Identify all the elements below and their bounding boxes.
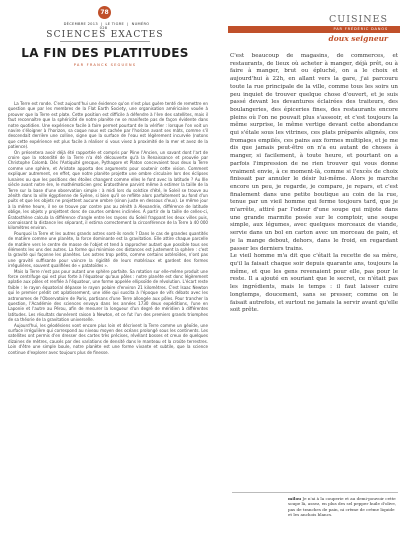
column-body xyxy=(230,53,398,491)
column-paragraph: Le vieil homme m'a dit que c'était la recette de sa mère, qu'il la faisait chaque soir depuis quarante ans, toujours la même, et que les gens revenaient pour elle, pas pour le reste. Il a ajouté en souriant que le secret, ce n'était pas les ingrédients, mais le temps : il faut laisser cuire longtemps, doucement, sans se presser, comme on le faisait autrefois, et surtout ne jamais la servir avant qu'elle soit prête. xyxy=(230,253,398,314)
folio-magazine: LE TIGRE xyxy=(105,22,125,26)
article-body xyxy=(8,101,208,546)
right-page xyxy=(228,0,400,552)
section-heading: SCIENCES EXACTES xyxy=(46,30,164,40)
article-title: LA FIN DES PLATITUDES xyxy=(21,46,189,60)
column-paragraph: C'est beaucoup de magasins, de commerces, et restaurants, de lieux où acheter à manger, déjà prêt, ou à faire à manger, brut ou épluché, on a le choix et aujourd'hui à 22h, en allant vers la gare, j'ai parcouru toute la rue principale de la ville, comme tous les soirs un peu inquiet de trouver quelque chose d'ouvert, et je suis passé devant les devantures éclairées des traiteurs, des boulangeries, des épiceries fines, des restaurants encore pleins où l'on ne pouvait plus s'asseoir, et c'est toujours la même surprise, le même vertige devant cette abondance qui s'étale sous les vitrines, ces plats préparés alignés, ces fromages empilés, ces pains aux formes multiples, et je me dis que jamais peut-être on n'a eu autant de choses à manger, si facilement, à toute heure, et pourtant on a parfois l'impression de ne rien trouver qui vous donne vraiment envie, à ce moment-là, comme si l'excès de choix finissait par annuler le désir lui-même. Alors je marche encore un peu, je regarde, je compare, je repars, et c'est finalement dans une petite boutique au coin de la rue, tenue par un vieil homme qui ferme toujours tard, que je m'arrête, attiré par l'odeur d'une soupe qui mijote dans une grande marmite posée sur le comptoir, une soupe simple, aux légumes, avec quelques morceaux de viande, servie dans un bol en carton avec un morceau de pain, et je la mange debout, dehors, dans le froid, en regardant passer les derniers trains. xyxy=(230,53,398,252)
article-paragraph: On présentera avoir déjà été rapportée et compris par Pline l'Ancien, un savant dont l'art de croire que la rotondité de la Terre n'a été découverte qu'à la Renaissance et prouvée par Christophe Colomb. Dès l'Antiquité grecque, Pythagore et Platon concevaient tous deux la Terre comme une sphère, et Aristote apporta des arguments pour soutenir cette vision. Comment expliquer autrement, en effet, que notre planète projette une ombre circulaire lors des éclipses lunaires ou que les positions des étoiles changent comme elles le font avec la latitude ? Au IIIe siècle avant notre ère, le mathématicien grec Ératosthène parvint même à estimer la taille de la Terre sur la base d'une observation simple : à midi lors du solstice d'été, le Soleil se trouve au zénith dans la ville égyptienne de Syène, si bien qu'il se reflète alors parfaitement au fond d'un puits et que les objets ne projettent aucune ombre (sinon juste en dessous d'eux). Le même jour à la même heure, il ne se trouve par contre pas au zénith à Alexandrie, différence de latitude oblige, les objets y projettent donc de courtes ombres inclinées. À partir de la taille de celles-ci, Ératosthène calcula la différence d'angle entre les rayons du Soleil frappant les deux villes puis, connaissant la distance les séparant, il estima correctement la circonférence de la Terre à 40 000 kilomètres environ. xyxy=(8,149,208,231)
section-divider xyxy=(60,41,150,42)
note-name: milou xyxy=(288,496,302,501)
article-byline: PAR FRANCK SEGUENS xyxy=(73,63,137,67)
recipe-note xyxy=(288,496,398,518)
folio-issue: NUMÉRO 028 xyxy=(99,22,150,30)
rubric-byline-bar: PAR FRÉDÉRIC DANOS xyxy=(228,26,400,33)
note-text: Je n'ai à la couperie et au demi-pouvoir cette soupe là, assez, en plus des sel pepper huile d'olive, pas de tranches de pain, ni crème de crème liquide et les anchois blancs. xyxy=(288,496,397,518)
note-divider xyxy=(232,492,398,493)
rubric-heading: CUISINES xyxy=(328,14,388,25)
article-paragraph: Aujourd'hui, les géodésiens vont encore plus loin et décrivent la Terre comme un géoïde, une surface irrégulière qui correspond au niveau moyen des océans prolongé sous les continents. Les satellites ont permis d'en dresser des cartes très précises, révélant bosses et creux de quelques dizaines de mètres, causés par des variations de densité dans le manteau et la croûte terrestres. Loin d'être une simple boule, notre planète est une forme vivante et subtile, que la science continue d'explorer avec toujours plus de finesse. xyxy=(8,322,208,355)
folio-date: DÉCEMBRE 2013 xyxy=(63,22,98,26)
article-paragraph: La Terre est ronde. C'est aujourd'hui une évidence qu'on n'est plus guère tenté de remettre en question que par les membres de la Flat Earth Society, une organisation américaine vouée à prouver que la Terre est plate. Cette position est difficile à défendre à l'ère des satellites, mais il faut reconnaître que la sphéricité de notre planète ne se manifeste pas de façon évidente dans notre quotidien. Une expérience facile à faire permet pourtant de la vérifier : lorsque l'on voit un navire s'éloigner à l'horizon, sa coque nous est cachée par l'horizon avant ses mâts, comme s'il descendait derrière une colline, signe que la surface de l'eau est légèrement incurvée (notons que cette expérience est plus facile à réaliser si vous vivez à proximité de la mer et avez de la patience). xyxy=(8,101,208,150)
article-paragraph: Mais la Terre n'est pas pour autant une sphère parfaite. Sa rotation sur elle-même produit une force centrifuge qui est plus forte à l'équateur qu'aux pôles : notre planète est donc légèrement aplatie aux pôles et renflée à l'équateur, une forme appelée ellipsoïde de révolution. L'écart reste faible : le rayon équatorial dépasse le rayon polaire d'environ 21 kilomètres. C'est Isaac Newton qui le premier prédit cet aplatissement, une idée qui suscita à l'époque de vifs débats avec les astronomes de l'Observatoire de Paris, partisans d'une Terre allongée aux pôles. Pour trancher la question, l'Académie des sciences envoya dans les années 1730 deux expéditions, l'une en Laponie et l'autre au Pérou, afin de mesurer la longueur d'un degré de méridien à différentes latitudes. Les résultats donnèrent raison à Newton, et ce fut l'un des premiers grands triomphes de sa théorie de la gravitation universelle. xyxy=(8,268,208,323)
article-paragraph: Pourquoi la Terre et les autres grands astres sont-ils ronds ? Dans le cas de grandes quantités de matière comme une planète, la force dominante est la gravitation. Elle attire chaque parcelle de matière vers le centre de masse de l'objet et tend à rapprocher autant que possible tous ses éléments les uns des autres. La forme qui minimise ces distances est justement la sphère : c'est la gravité qui façonne les planètes. Les astres trop petits, comme certains astéroïdes, n'ont pas une gravité suffisante pour vaincre la rigidité de leurs matériaux et gardent des formes irrégulières, souvent qualifiées de « patatoïdes ». xyxy=(8,230,208,269)
folio-line: DÉCEMBRE 2013 | LE TIGRE | NUMÉRO 028 xyxy=(63,22,150,30)
recipe-title: doux seigneur xyxy=(328,34,388,43)
page-number-badge: 78 xyxy=(98,6,111,19)
